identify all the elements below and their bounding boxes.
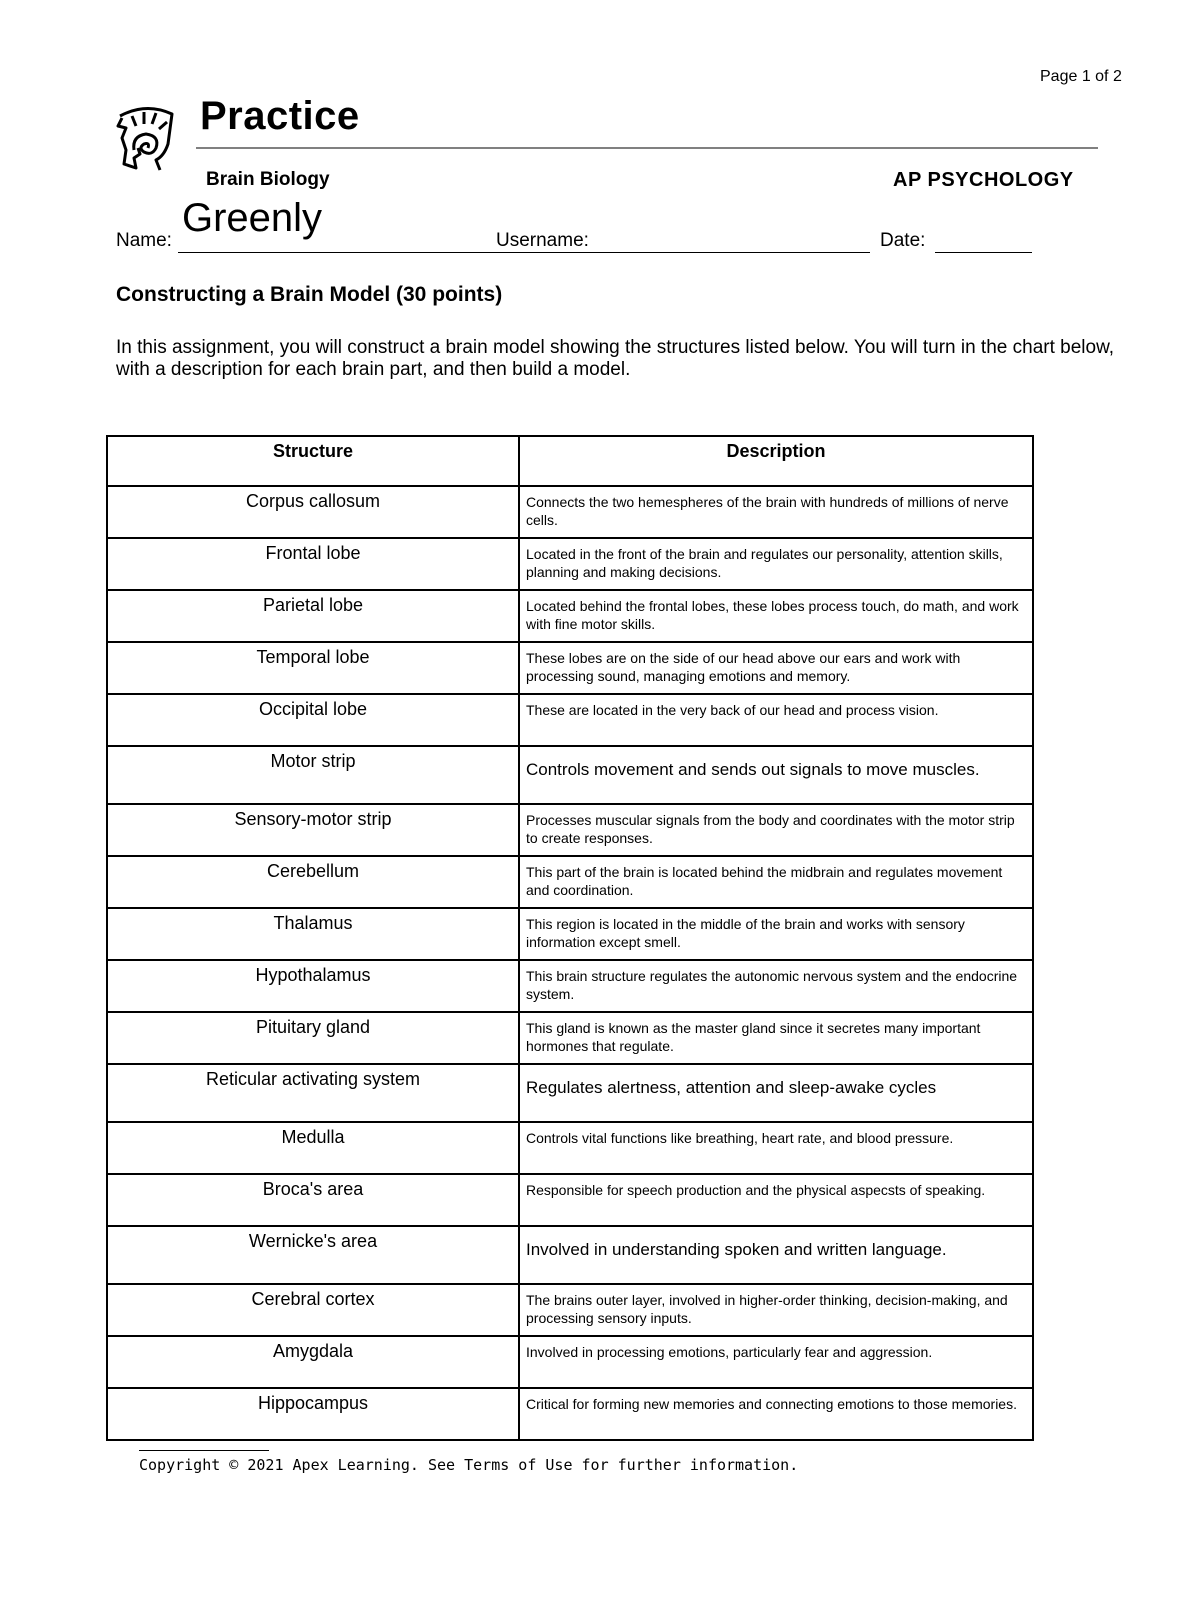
name-value: Greenly [182,196,323,240]
name-field[interactable] [178,252,606,253]
structure-cell: Amygdala [107,1336,519,1388]
description-cell[interactable]: Connects the two hemespheres of the brain with hundreds of millions of nerve cells. [519,486,1033,538]
username-field[interactable] [598,252,870,253]
intro-paragraph: In this assignment, you will construct a brain model showing the structures listed below. You will turn in the chart below, with a description for each brain part, and then build a model. [116,337,1115,380]
structure-cell: Pituitary gland [107,1012,519,1064]
date-label: Date: [880,230,926,251]
name-label: Name: [116,230,172,251]
description-cell[interactable]: This part of the brain is located behind the midbrain and regulates movement and coordination. [519,856,1033,908]
structure-cell: Cerebellum [107,856,519,908]
table-row [107,1012,1033,1064]
table-row [107,908,1033,960]
username-label: Username: [496,230,589,251]
structure-cell: Parietal lobe [107,590,519,642]
copyright-notice: Copyright © 2021 Apex Learning. See Terms of Use for further information. [139,1456,799,1474]
description-cell[interactable]: These are located in the very back of our head and process vision. [519,694,1033,746]
structure-cell: Hypothalamus [107,960,519,1012]
table-row [107,1226,1033,1284]
description-cell[interactable]: Regulates alertness, attention and sleep-awake cycles [519,1064,1033,1122]
table-row [107,1336,1033,1388]
description-cell[interactable]: This region is located in the middle of the brain and works with sensory information except smell. [519,908,1033,960]
structure-cell: Reticular activating system [107,1064,519,1122]
description-cell[interactable]: This brain structure regulates the autonomic nervous system and the endocrine system. [519,960,1033,1012]
structure-cell: Temporal lobe [107,642,519,694]
table-row [107,1388,1033,1440]
description-cell[interactable]: Responsible for speech production and the physical aspecsts of speaking. [519,1174,1033,1226]
table-row [107,1064,1033,1122]
page-number: Page 1 of 2 [1040,68,1122,85]
structure-column-header: Structure [107,436,519,486]
description-cell[interactable]: This gland is known as the master gland since it secretes many important hormones that regulate. [519,1012,1033,1064]
structure-cell: Motor strip [107,746,519,804]
table-row [107,538,1033,590]
description-cell[interactable]: Processes muscular signals from the body and coordinates with the motor strip to create responses. [519,804,1033,856]
description-cell[interactable]: Involved in processing emotions, particularly fear and aggression. [519,1336,1033,1388]
student-info-fields [116,196,1116,260]
description-cell[interactable]: The brains outer layer, involved in higher-order thinking, decision-making, and processing sensory inputs. [519,1284,1033,1336]
footnote-divider [139,1450,269,1451]
table-row [107,960,1033,1012]
structure-cell: Wernicke's area [107,1226,519,1284]
brain-head-icon [116,104,176,174]
structure-cell: Cerebral cortex [107,1284,519,1336]
subject-name: AP PSYCHOLOGY [893,169,1074,191]
table-row [107,486,1033,538]
description-cell[interactable]: Located behind the frontal lobes, these lobes process touch, do math, and work with fine motor skills. [519,590,1033,642]
date-field[interactable] [935,252,1032,253]
description-cell[interactable]: Located in the front of the brain and regulates our personality, attention skills, planning and making decisions. [519,538,1033,590]
structure-cell: Sensory-motor strip [107,804,519,856]
description-cell[interactable]: Controls vital functions like breathing, heart rate, and blood pressure. [519,1122,1033,1174]
description-column-header: Description [519,436,1033,486]
description-cell[interactable]: Controls movement and sends out signals to move muscles. [519,746,1033,804]
table-header-row [107,436,1033,486]
structure-cell: Thalamus [107,908,519,960]
structure-cell: Broca's area [107,1174,519,1226]
table-row [107,856,1033,908]
course-name: Brain Biology [206,169,330,190]
table-row [107,1174,1033,1226]
description-cell[interactable]: These lobes are on the side of our head above our ears and work with processing sound, managing emotions and memory. [519,642,1033,694]
description-cell[interactable]: Critical for forming new memories and connecting emotions to those memories. [519,1388,1033,1440]
table-row [107,694,1033,746]
structure-cell: Occipital lobe [107,694,519,746]
structure-cell: Medulla [107,1122,519,1174]
table-row [107,746,1033,804]
table-row [107,590,1033,642]
table-row [107,1284,1033,1336]
section-title: Constructing a Brain Model (30 points) [116,283,503,306]
description-cell[interactable]: Involved in understanding spoken and written language. [519,1226,1033,1284]
header-divider [196,147,1098,149]
structure-cell: Corpus callosum [107,486,519,538]
table-row [107,804,1033,856]
table-row [107,642,1033,694]
structure-cell: Hippocampus [107,1388,519,1440]
brain-structures-table [106,435,1034,1441]
structure-cell: Frontal lobe [107,538,519,590]
page-title: Practice [200,94,360,138]
table-row [107,1122,1033,1174]
